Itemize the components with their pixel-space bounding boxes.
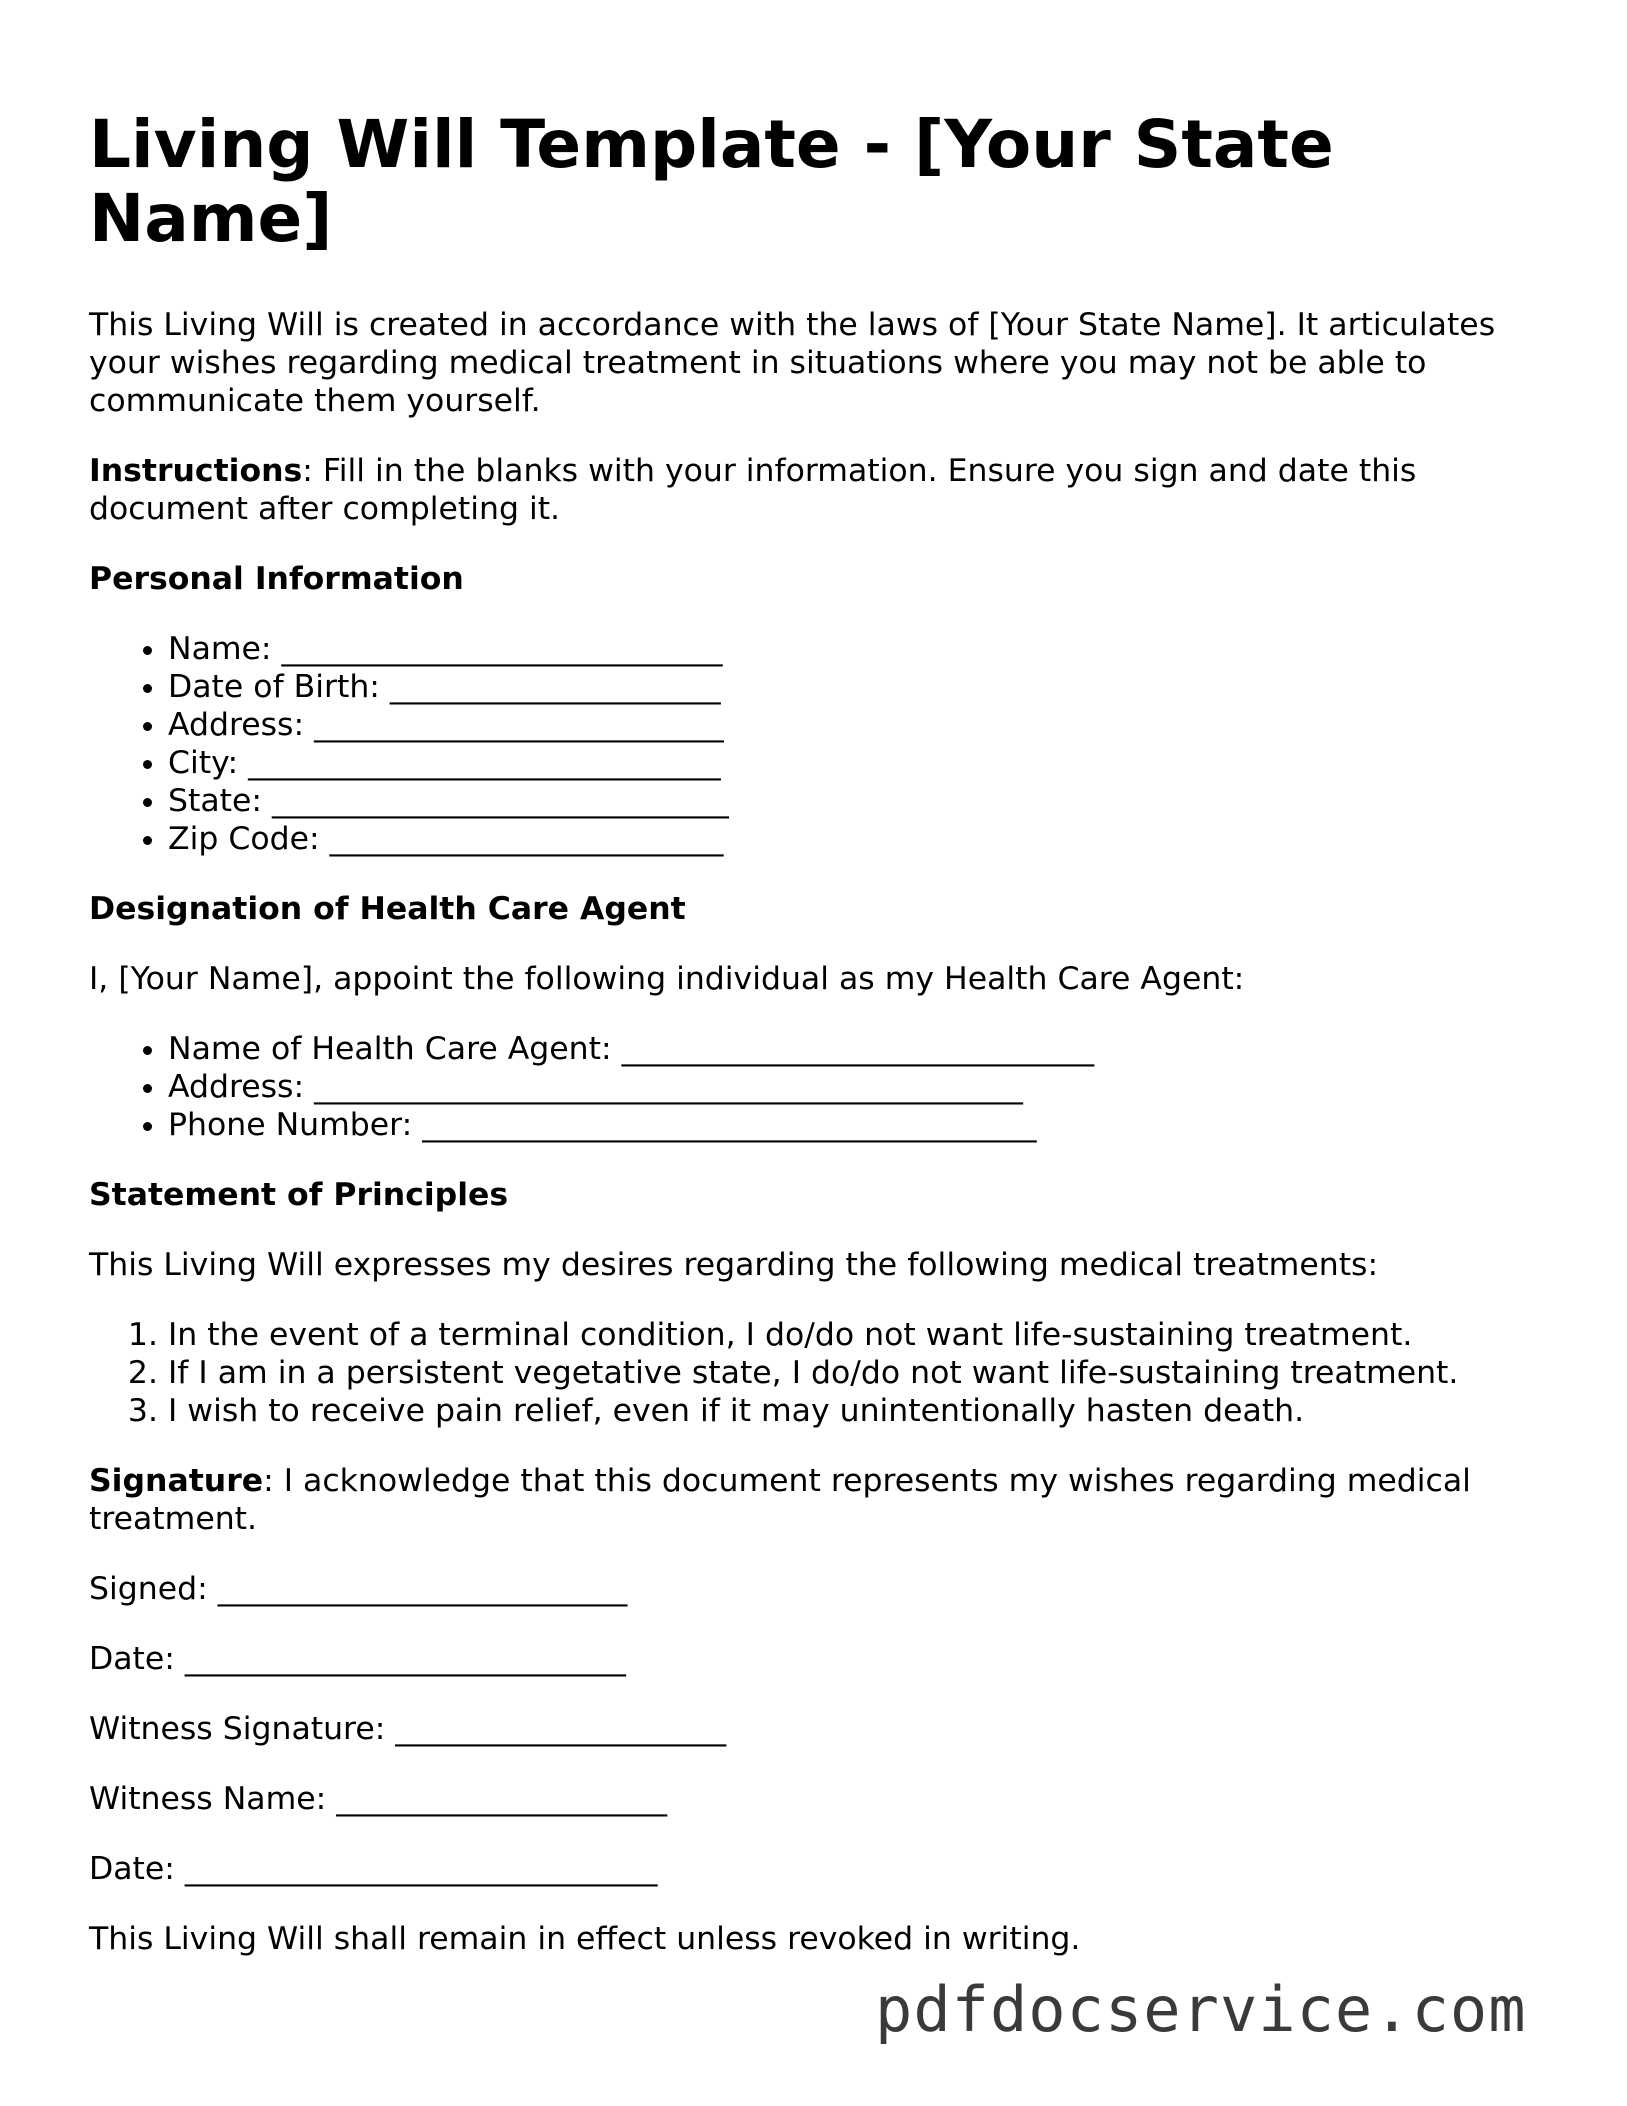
watermark: pdfdocservice.com	[875, 1973, 1527, 2046]
signature-text: : I acknowledge that this document represents my wishes regarding medical treatment.	[89, 1463, 1471, 1537]
principles-statement: This Living Will expresses my desires regarding the following medical treatments:	[89, 1247, 1379, 1283]
principles-list	[89, 1316, 1549, 1430]
signed-field: Signed: __________________________	[89, 1571, 628, 1607]
list-item: • Date of Birth: _____________________	[168, 668, 1549, 706]
principles-heading: Statement of Principles	[89, 1177, 509, 1213]
witness-signature-field: Witness Signature: _____________________	[89, 1711, 727, 1747]
list-item: 1. In the event of a terminal condition, I do/do not want life-sustaining treatment.	[168, 1316, 1549, 1354]
list-item: • Name of Health Care Agent: ______________________________	[168, 1030, 1549, 1068]
signature-label: Signature	[89, 1463, 264, 1499]
witness-name-field: Witness Name: _____________________	[89, 1781, 668, 1817]
list-item: • City: ______________________________	[168, 744, 1549, 782]
list-item: • Address: _____________________________________________	[168, 1068, 1549, 1106]
list-item: 2. If I am in a persistent vegetative state, I do/do not want life-sustaining treatment.	[168, 1354, 1549, 1392]
list-item: • Phone Number: _______________________________________	[168, 1106, 1549, 1144]
document-page	[89, 108, 1549, 1990]
health-care-agent-statement: I, [Your Name], appoint the following individual as my Health Care Agent:	[89, 961, 1245, 997]
closing-statement: This Living Will shall remain in effect unless revoked in writing.	[89, 1921, 1081, 1957]
list-item: 3. I wish to receive pain relief, even if it may unintentionally hasten death.	[168, 1392, 1549, 1430]
list-item: • Zip Code: _________________________	[168, 820, 1549, 858]
list-item: • Address: __________________________	[168, 706, 1549, 744]
date-field: Date: ____________________________	[89, 1641, 626, 1677]
personal-information-list	[89, 630, 1549, 858]
instructions-text: : Fill in the blanks with your information. Ensure you sign and date this document after completing it.	[89, 453, 1417, 527]
signature-paragraph	[89, 1462, 1549, 1538]
document-title: Living Will Template - [Your State Name]	[89, 106, 1334, 257]
instructions-paragraph	[89, 452, 1549, 528]
instructions-label: Instructions	[89, 453, 303, 489]
personal-information-heading: Personal Information	[89, 561, 464, 597]
list-item: • Name: ____________________________	[168, 630, 1549, 668]
intro-paragraph: This Living Will is created in accordance with the laws of [Your State Name]. It articulates your wishes regarding medical treatment in situations where you may not be able to communicate them yourself.	[89, 307, 1496, 419]
witness-date-field: Date: ______________________________	[89, 1851, 658, 1887]
health-care-agent-heading: Designation of Health Care Agent	[89, 891, 686, 927]
list-item: • State: _____________________________	[168, 782, 1549, 820]
health-care-agent-list	[89, 1030, 1549, 1144]
